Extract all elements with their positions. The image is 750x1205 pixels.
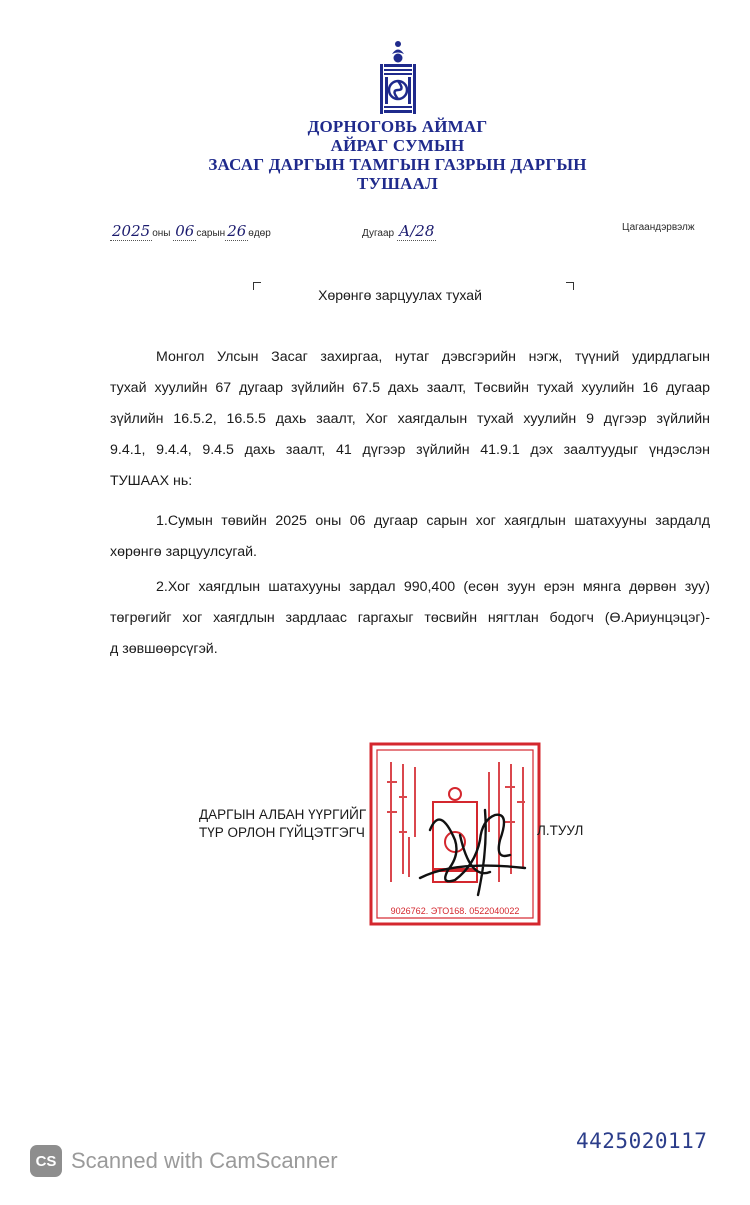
number-value: А/28 [398, 222, 435, 240]
signer-title-line1: ДАРГЫН АЛБАН ҮҮРГИЙГ [199, 807, 367, 822]
preamble-line: тухай хуулийн 67 дугаар зүйлийн 67.5 дахь заалт, Төсвийн тухай хуулийн 16 дугаар [110, 380, 710, 396]
document-date [110, 222, 271, 240]
item-line: 2.Хог хаягдлын шатахууны зардал 990,400 (есөн зуун ерэн мянга дөрвөн зуу) [156, 579, 710, 595]
order-item-1 [110, 506, 710, 568]
preamble-line: Монгол Улсын Засаг захиргаа, нутаг дэвсгэрийн нэгж, түүний удирдлагын [156, 349, 710, 365]
signer-title [199, 806, 366, 842]
handwritten-signature [400, 800, 530, 900]
header-office: ЗАСАГ ДАРГЫН ТАМГЫН ГАЗРЫН ДАРГЫН [208, 155, 587, 174]
date-year: 2025 [112, 222, 151, 240]
date-month-suffix: сарын [196, 228, 226, 239]
state-emblem-icon [378, 40, 418, 118]
signer-title-line2: ТҮР ОРЛОН ГҮЙЦЭТГЭГЧ [199, 825, 365, 840]
preamble-line: ТУШААХ нь: [110, 473, 193, 489]
header-province: ДОРНОГОВЬ АЙМАГ [307, 117, 488, 136]
item-line: төгрөгийг хог хаягдлын зардлаас гаргахыг төсвийн нягтлан бодогч (Ө.Ариунцэцэг)- [110, 610, 710, 626]
item-line: 1.Сумын төвийн 2025 оны 06 дугаар сарын хог хаягдлын шатахууны зардалд [156, 513, 710, 529]
date-year-suffix: оны [152, 228, 171, 239]
document-serial-number: 4425020117 [576, 1129, 708, 1153]
preamble-paragraph [110, 342, 710, 497]
order-item-2 [110, 572, 710, 665]
signer-name: Л.ТУУЛ [537, 823, 584, 838]
date-day: 26 [227, 222, 247, 240]
number-label: Дугаар [362, 228, 395, 239]
stamp-registration: 9026762. ЭТО168. 0522040022 [390, 906, 520, 916]
scanner-watermark [30, 1144, 338, 1178]
scanner-text: Scanned with CamScanner [71, 1148, 338, 1173]
preamble-line: 9.4.1, 9.4.4, 9.4.5 дахь заалт, 41 дүгээр зүйлийн 41.9.1 дэх заалтуудыг үндэслэн [110, 442, 710, 458]
preamble-line: зүйлийн 16.5.2, 16.5.5 дахь заалт, Хог хаягдалын тухай хуулийн 9 дүгээр зүйлийн [110, 411, 710, 427]
header-soum: АЙРАГ СУМЫН [330, 136, 465, 155]
document-subject: Хөрөнгө зарцуулах тухай [318, 287, 482, 303]
document-place: Цагаандэрвэлж [622, 222, 695, 233]
document-number-field [362, 222, 436, 240]
date-day-suffix: өдөр [248, 228, 271, 239]
item-line: хөрөнгө зарцуулсугай. [110, 544, 257, 560]
date-month: 06 [175, 222, 195, 240]
item-line: д зөвшөөрсүгэй. [110, 641, 218, 657]
camscanner-logo-icon: CS [30, 1145, 62, 1177]
header-doc-type: ТУШААЛ [357, 174, 438, 193]
